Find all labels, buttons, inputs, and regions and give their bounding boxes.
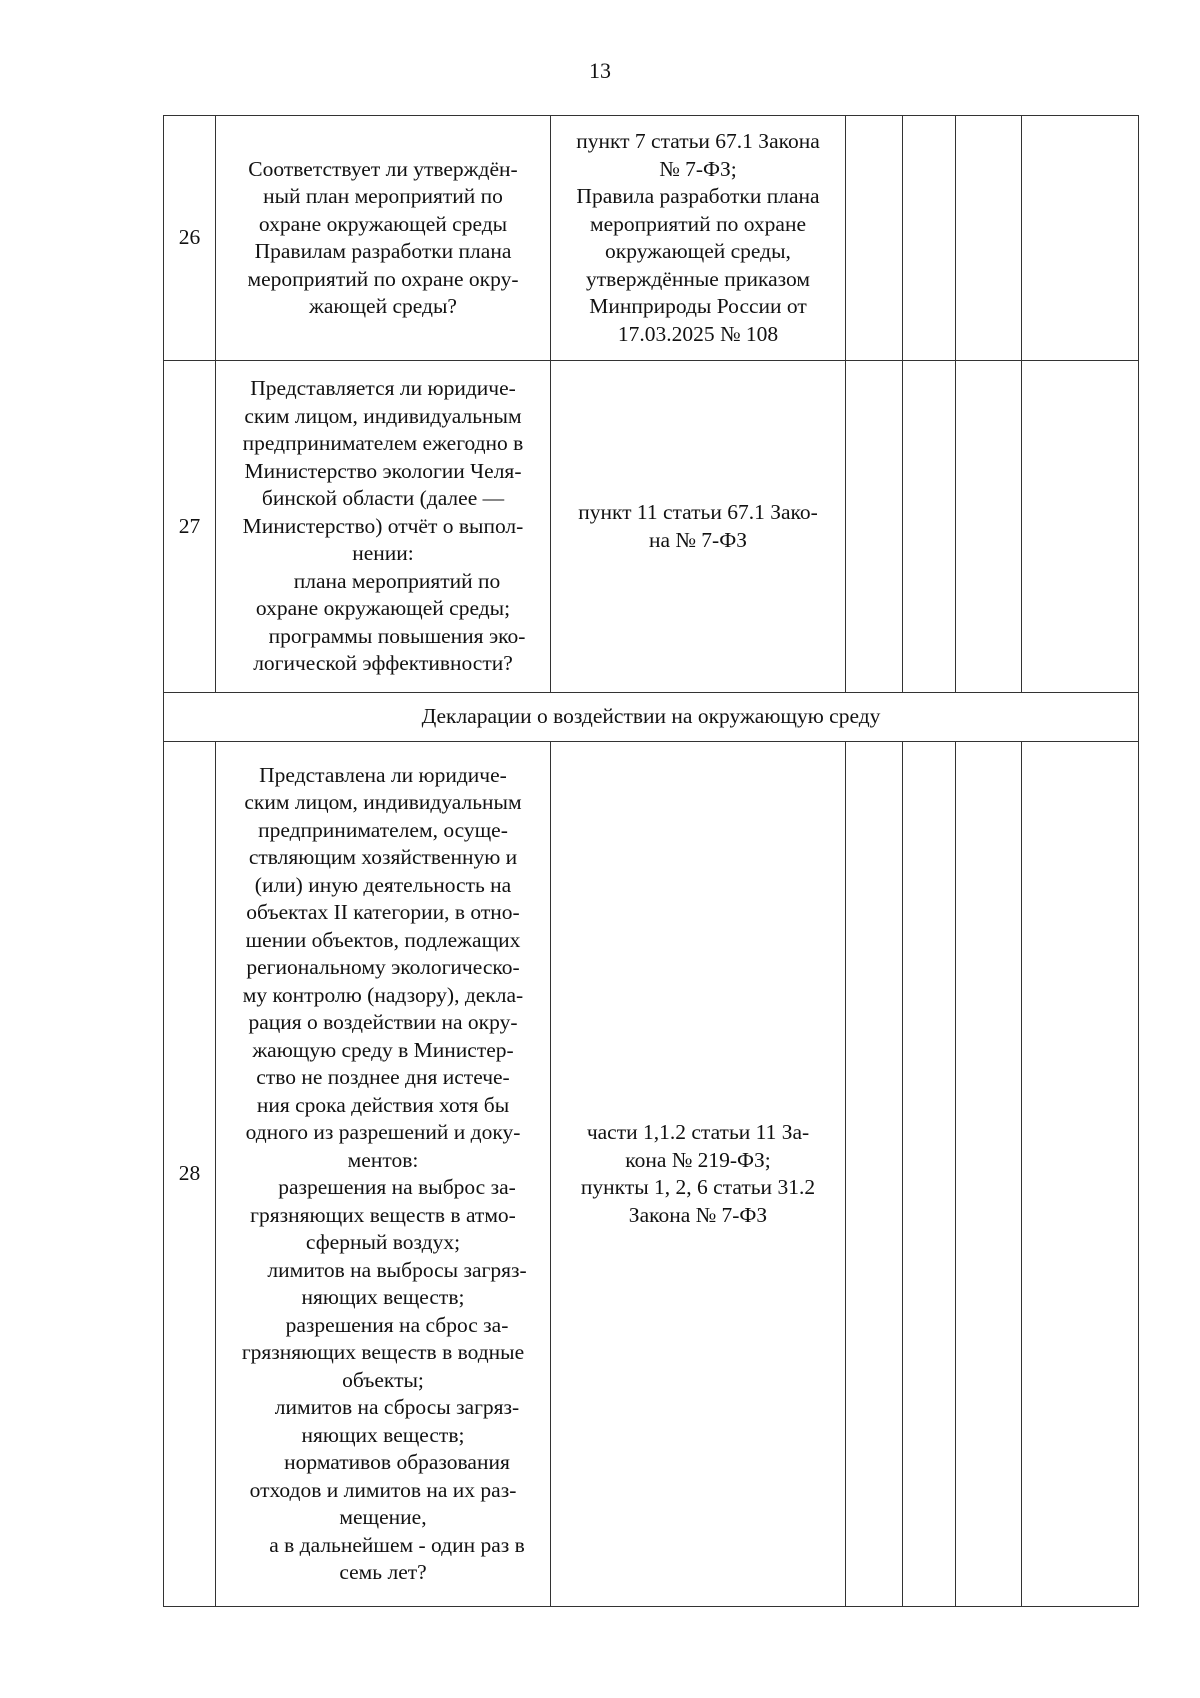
answer-na-cell — [956, 361, 1022, 693]
question-line: му контролю (надзору), декла- — [242, 982, 524, 1007]
reference-cell — [551, 742, 846, 1607]
answer-na-cell — [956, 742, 1022, 1607]
question-line: одного из разрешений и доку- — [245, 1120, 521, 1144]
answer-no-cell — [903, 361, 956, 693]
reference-line: на № 7-ФЗ — [649, 527, 747, 552]
row-number: 26 — [164, 116, 216, 361]
note-cell — [1022, 361, 1139, 693]
question-line: ским лицом, индивидуальным — [244, 403, 522, 428]
question-cell — [216, 742, 551, 1607]
question-line: разрешения на сброс за- — [285, 1312, 509, 1337]
question-line: а в дальнейшем - один раз в — [269, 1532, 525, 1557]
question-line: ским лицом, индивидуальным — [244, 790, 522, 814]
question-line: разрешения на выброс за- — [278, 1175, 516, 1199]
answer-yes-cell — [846, 742, 903, 1607]
question-line: ментов: — [347, 1147, 419, 1172]
row-number: 28 — [164, 742, 216, 1607]
reference-line: Закона № 7-ФЗ — [628, 1202, 768, 1227]
reference-line: мероприятий по охране — [589, 211, 807, 236]
reference-line: кона № 219-ФЗ; — [625, 1147, 771, 1172]
reference-line: пункты 1, 2, 6 статьи 31.2 — [580, 1175, 816, 1199]
question-line: ния срока действия хотя бы — [256, 1092, 510, 1117]
table-row — [164, 116, 1139, 361]
question-line: региональному экологическо- — [246, 955, 520, 979]
question-line: плана мероприятий по — [293, 568, 501, 593]
table-row — [164, 361, 1139, 693]
reference-line: Правила разработки плана — [576, 184, 820, 208]
question-line: жающую среду в Министер- — [252, 1037, 514, 1062]
answer-yes-cell — [846, 361, 903, 693]
reference-line: Минприроды России от — [589, 294, 807, 318]
reference-line: окружающей среды, — [605, 239, 791, 263]
question-line: охране окружающей среды — [258, 211, 508, 236]
question-line: Министерство экологии Челя- — [244, 458, 522, 483]
question-line: грязняющих веществ в атмо- — [250, 1202, 516, 1227]
question-line: нении: — [352, 541, 414, 566]
question-line: программы повышения эко- — [268, 623, 526, 648]
question-line: предпринимателем ежегодно в — [242, 431, 524, 456]
question-line: няющих веществ; — [301, 1422, 465, 1447]
table-row — [164, 742, 1139, 1607]
question-line: семь лет? — [339, 1560, 427, 1584]
question-line: Правилам разработки плана — [254, 239, 512, 263]
note-cell — [1022, 742, 1139, 1607]
question-line: Представляется ли юридиче- — [250, 376, 516, 401]
note-cell — [1022, 116, 1139, 361]
question-line: бинской области (далее — — [261, 486, 505, 511]
answer-na-cell — [956, 116, 1022, 361]
question-line: охране окружающей среды; — [255, 596, 511, 621]
row-number: 27 — [164, 361, 216, 693]
question-line: грязняющих веществ в водные — [241, 1340, 525, 1364]
answer-yes-cell — [846, 116, 903, 361]
reference-cell — [551, 116, 846, 361]
page-number: 13 — [589, 58, 611, 83]
question-line: рация о воздействии на окру- — [248, 1010, 518, 1034]
question-line: объектах II категории, в отно- — [246, 900, 520, 924]
question-line: ство не позднее дня истече- — [256, 1065, 510, 1089]
question-line: мероприятий по охране окру- — [247, 266, 519, 291]
question-line: шении объектов, подлежащих — [245, 927, 521, 952]
answer-no-cell — [903, 742, 956, 1607]
question-line: отходов и лимитов на их раз- — [249, 1477, 517, 1502]
question-line: ствляющим хозяйственную и — [248, 845, 518, 869]
question-line: (или) иную деятельность на — [254, 872, 512, 897]
question-line: нормативов образования — [284, 1450, 510, 1474]
question-line: жающей среды? — [309, 294, 457, 318]
question-line: мещение, — [339, 1505, 427, 1529]
reference-cell — [551, 361, 846, 693]
reference-line: утверждённые приказом — [586, 266, 810, 291]
question-line: няющих веществ; — [301, 1285, 465, 1309]
reference-line: № 7-ФЗ; — [659, 156, 737, 181]
question-line: сферный воздух; — [305, 1230, 461, 1254]
question-line: объекты; — [342, 1367, 424, 1392]
question-line: логической эффективности? — [253, 651, 513, 676]
question-line: Соответствует ли утверждён- — [248, 156, 518, 181]
question-cell — [216, 116, 551, 361]
question-line: ный план мероприятий по — [263, 184, 503, 208]
checklist-table — [163, 115, 1139, 1607]
question-line: лимитов на сбросы загряз- — [274, 1395, 520, 1419]
reference-line: пункт 7 статьи 67.1 Закона — [576, 129, 820, 153]
reference-line: пункт 11 статьи 67.1 Зако- — [578, 500, 818, 524]
question-cell — [216, 361, 551, 693]
question-line: лимитов на выбросы загряз- — [267, 1257, 527, 1282]
question-line: Министерство) отчёт о выпол- — [242, 513, 524, 538]
section-title: Декларации о воздействии на окружающую среду — [164, 693, 1139, 742]
question-line: предпринимателем, осуще- — [258, 817, 508, 842]
reference-line: 17.03.2025 № 108 — [617, 321, 779, 346]
answer-no-cell — [903, 116, 956, 361]
question-line: Представлена ли юридиче- — [259, 762, 507, 787]
reference-line: части 1,1.2 статьи 11 За- — [586, 1120, 810, 1144]
section-header-row — [164, 693, 1139, 742]
